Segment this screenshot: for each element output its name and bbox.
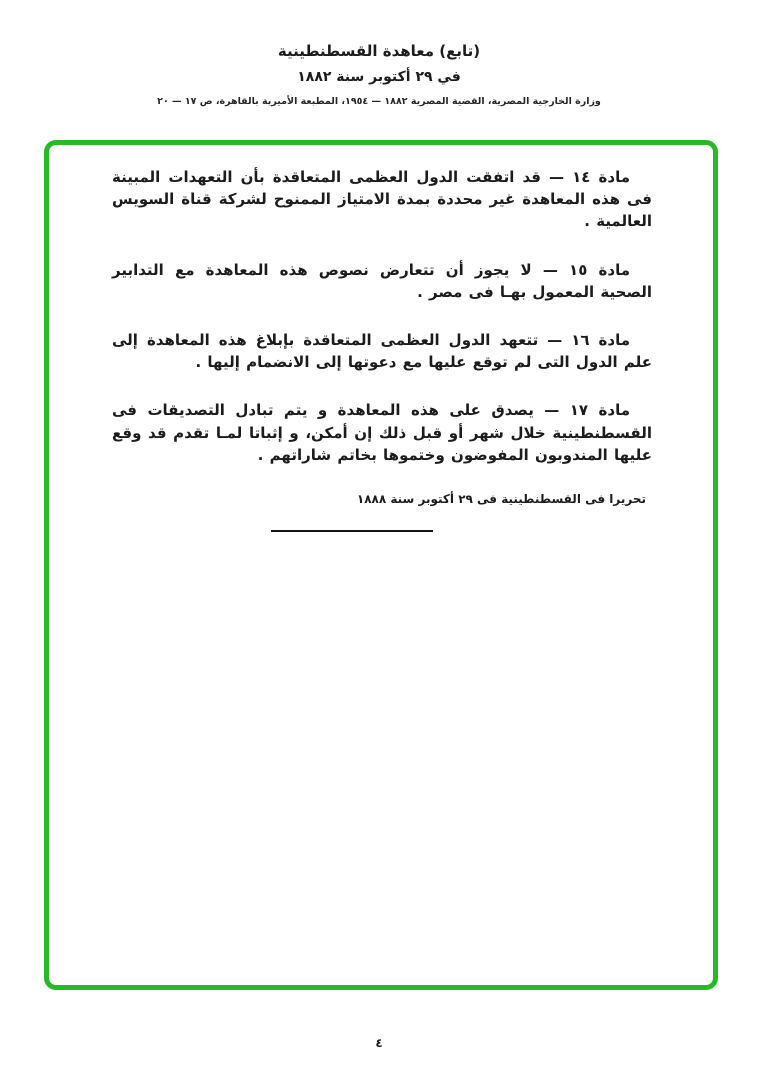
article-paragraph-16: مادة ١٦ — تتعهد الدول العظمى المتعاقدة بإبلاغ هذه المعاهدة إلى علم الدول التى لم توقع عليها مع دعوتها إلى الانضمام إليها . [112,330,652,372]
article-paragraph-14: مادة ١٤ — قد اتفقت الدول العظمى المتعاقدة بأن التعهدات المبينة فى هذه المعاهدة غير محددة بمدة الامتياز الممنوح لشركة قناة السويس العالمية . [112,168,652,231]
source-citation: وزارة الخارجية المصرية، القضية المصرية ١٨٨٢ — ١٩٥٤، المطبعة الأميرية بالقاهرة، ص ١٧ — ٢٠ [157,96,601,107]
article-paragraph-15: مادة ١٥ — لا يجوز أن تتعارض نصوص هذه المعاهدة مع التدابير الصحية المعمول بهـا فى مصر . [112,260,652,301]
divider-line [271,530,433,532]
closing-line: تحريرا فى القسطنطينية فى ٢٩ أكتوبر سنة ١٨٨٨ [356,491,646,506]
article-paragraph-17: مادة ١٧ — يصدق على هذه المعاهدة و يتم تبادل التصديقات فى القسطنطينية خلال شهر أو قبل ذلك إن أمكن، و إثباتا لمـا تقدم قد وقع عليها المندوبون المفوضون وختموها بخاتم شاراتهم . [112,401,652,464]
treaty-articles-block [112,166,652,532]
page-title: (تابع) معاهدة القسطنطينية [277,42,481,60]
document-header [0,0,758,107]
page-number: ٤ [375,1036,383,1050]
treaty-date: في ٢٩ أكتوبر سنة ١٨٨٢ [297,69,461,85]
